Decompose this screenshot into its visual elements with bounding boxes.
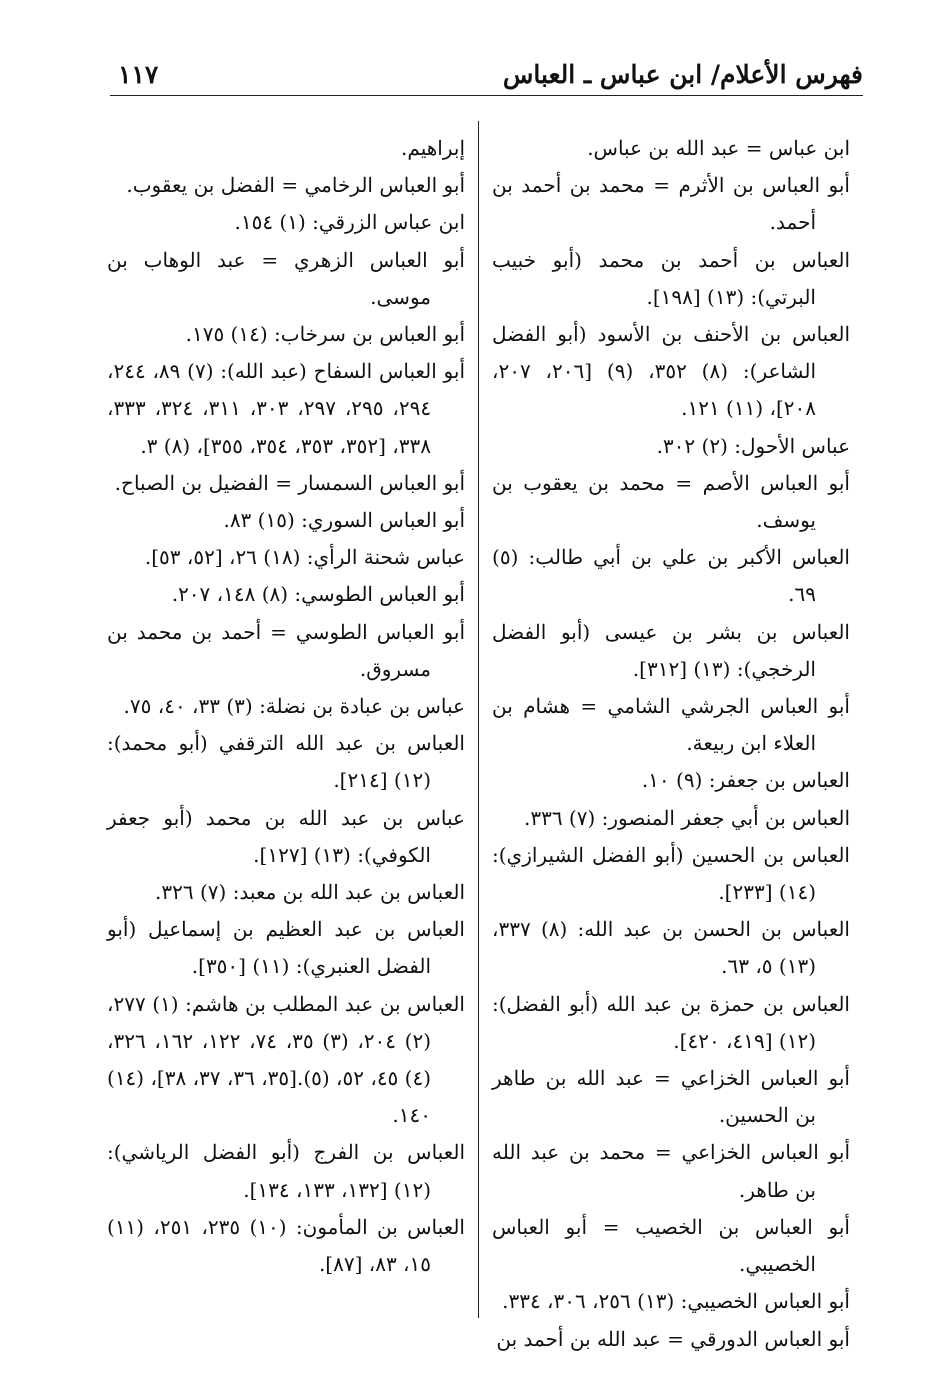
index-entry: أبو العباس الأصم = محمد بن يعقوب بن يوسف. [492,470,850,533]
index-entry: أبو العباس بن سرخاب: (١٤) ١٧٥. [185,322,465,347]
index-entry: العباس بن الحسن بن عبد الله: (٨) ٣٣٧، (١٣) ٥، ٦٣. [492,917,850,979]
page-header [110,52,863,96]
index-entry: العباس بن عبد الله بن معبد: (٧) ٣٢٦. [155,880,465,905]
header-rule [110,95,863,96]
index-entry: أبو العباس الطوسي: (٨) ١٤٨، ٢٠٧. [171,582,465,607]
index-entry: أبو العباس السمسار = الفضيل بن الصباح. [114,470,465,495]
index-entry: العباس بن بشر بن عيسى (أبو الفضل الرخجي): (١٣) [٣١٢]. [492,619,850,681]
index-entry: أبو العباس الجرشي الشامي = هشام بن العلاء ابن ربيعة. [492,694,850,756]
index-entry: العباس بن أبي جعفر المنصور: (٧) ٣٣٦. [523,805,850,830]
index-entry: أبو العباس الطوسي = أحمد بن محمد بن مسروق. [107,619,465,681]
index-column-right [492,130,850,1358]
page-number: ١١٧ [118,60,159,89]
index-entry: أبو العباس الخزاعي = محمد بن عبد الله بن طاهر. [492,1140,850,1202]
index-entry: العباس بن أحمد بن محمد (أبو خبيب البرتي): (١٣) [١٩٨]. [492,247,850,309]
index-entry: أبو العباس الزهري = عبد الوهاب بن موسى. [107,247,465,309]
index-entry: العباس بن جعفر: (٩) ١٠. [641,768,850,793]
index-entry: إبراهيم. [401,136,465,160]
index-entry: ابن عباس الزرقي: (١) ١٥٤. [234,210,465,235]
running-title: فهرس الأعلام/ ابن عباس ـ العباس [502,60,863,89]
index-entry: العباس بن عبد العظيم بن إسماعيل (أبو الفضل العنبري): (١١) [٣٥٠]. [107,917,465,979]
index-entry: أبو العباس السفاح (عبد الله): (٧) ٨٩، ٢٤٤، ٢٩٤، ٢٩٥، ٢٩٧، ٣٠٣، ٣١١، ٣٢٤، ٣٣٣، ٣٣٨، [٣٥٢، ٣٥٣، ٣٥٤، ٣٥٥]، (٨) ٣. [107,359,465,458]
index-entry: أبو العباس بن الخصيب = أبو العباس الخصيبي. [492,1214,850,1277]
index-entry: عباس الأحول: (٢) ٣٠٢. [656,433,850,458]
index-entry: ابن عباس = عبد الله بن عباس. [587,136,850,160]
index-entry: أبو العباس الدورقي = عبد الله بن أحمد بن [496,1326,850,1351]
index-entry: العباس بن الحسين (أبو الفضل الشيرازي): (١٤) [٢٣٣]. [492,842,850,905]
index-entry: عباس بن عبادة بن نضلة: (٣) ٣٣، ٤٠، ٧٥. [123,694,465,719]
index-entry: أبو العباس الخصيبي: (١٣) ٢٥٦، ٣٠٦، ٣٣٤. [502,1289,850,1314]
index-entry: العباس بن المأمون: (١٠) ٢٣٥، ٢٥١، (١١) ١٥، ٨٣، [٨٧]. [107,1214,465,1277]
index-entry: العباس بن عبد المطلب بن هاشم: (١) ٢٧٧، (٢) ٢٠٤، (٣) ٣٥، ٧٤، ١٢٢، ١٦٢، ٣٢٦، (٤) ٤٥، ٥٢، (٥).[٣٥، ٣٦، ٣٧، ٣٨]، (١٤) ١٤٠. [107,991,465,1128]
index-entry: العباس بن الفرج (أبو الفضل الرياشي): (١٢) [١٣٢، ١٣٣، ١٣٤]. [107,1140,465,1202]
index-entry: العباس بن الأحنف بن الأسود (أبو الفضل الشاعر): (٨) ٣٥٢، (٩) [٢٠٦، ٢٠٧، ٢٠٨]، (١١) ١٢١. [492,322,850,421]
index-column-left [107,130,465,1283]
column-divider [478,121,479,1318]
index-entry: أبو العباس بن الأثرم = محمد بن أحمد بن أحمد. [492,173,850,235]
index-entry: العباس بن عبد الله الترقفي (أبو محمد): (١٢) [٢١٤]. [107,731,465,793]
index-entry: عباس بن عبد الله بن محمد (أبو جعفر الكوفي): (١٣) [١٢٧]. [107,805,465,867]
index-entry: العباس بن حمزة بن عبد الله (أبو الفضل): (١٢) [٤١٩، ٤٢٠]. [492,991,850,1053]
index-entry: أبو العباس الخزاعي = عبد الله بن طاهر بن الحسين. [492,1066,850,1128]
index-entry: أبو العباس السوري: (١٥) ٨٣. [223,508,465,533]
index-entry: أبو العباس الرخامي = الفضل بن يعقوب. [126,173,465,198]
index-entry: العباس الأكبر بن علي بن أبي طالب: (٥) ٦٩. [492,545,850,607]
index-entry: عباس شحنة الرأي: (١٨) ٢٦، [٥٢، ٥٣]. [144,545,465,570]
